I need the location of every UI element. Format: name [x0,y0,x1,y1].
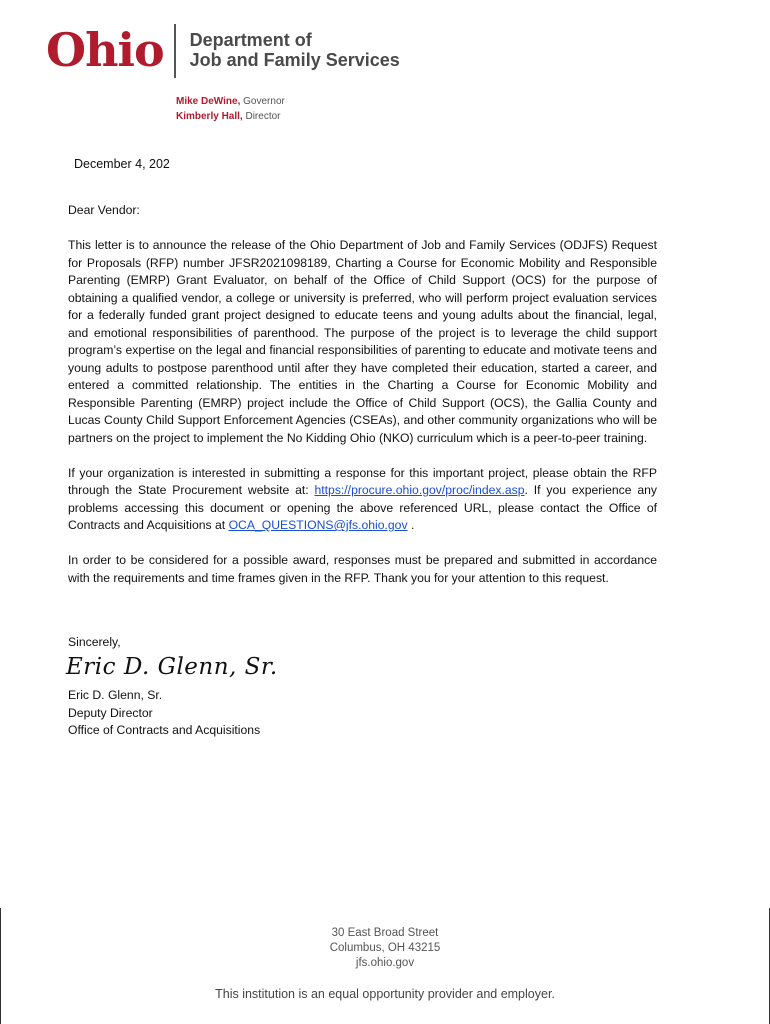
director-name: Kimberly Hall, [176,111,243,122]
department-line-2: Job and Family Services [189,50,400,70]
footer-street: 30 East Broad Street [331,927,439,939]
letter-body [68,202,657,605]
handwritten-signature: Eric D. Glenn, Sr. [66,654,278,680]
paragraph-requirements: In order to be considered for a possible award, responses must be prepared and submitted in accordance with the requirements and time frames given in the RFP. Thank you for your attention to this request. [68,553,657,585]
ohio-logo-wordmark: Ohio [46,23,164,77]
footer-city: Columbus, OH 43215 [329,942,441,954]
logo-divider [174,24,176,78]
signer-title: Deputy Director [68,705,153,720]
department-line-1: Department of [189,30,312,50]
signer-block [68,687,260,740]
letter-date: December 4, 202 [74,157,170,171]
department-name [190,30,400,70]
director-title: Director [242,111,281,122]
letter-footer [0,926,770,1002]
equal-opportunity-statement: This institution is an equal opportunity provider and employer. [215,987,555,1001]
director-line [176,109,285,124]
paragraph-instructions-middle: . If you experience any problems accessing this document or opening the above referenced URL, please contact the Office of Contracts and Acquisitions at [68,483,657,532]
officials-block [176,94,285,124]
paragraph-instructions-end: . [407,518,415,532]
odjfs-logo [46,23,400,80]
footer-website: jfs.ohio.gov [355,957,415,969]
signer-office: Office of Contracts and Acquisitions [68,723,261,737]
salutation: Dear Vendor: [68,203,140,217]
paragraph-instructions-start: If your organization is interested in submitting a response for this important project, please obtain the RFP through the State Procurement website at: [68,465,657,497]
closing: Sincerely, [68,635,121,649]
signer-name: Eric D. Glenn, Sr. [68,688,163,702]
procurement-link[interactable]: https://procure.ohio.gov/proc/index.asp [314,483,525,497]
governor-title: Governor [240,96,285,107]
email-link[interactable]: OCA_QUESTIONS@jfs.ohio.gov [228,518,408,532]
paragraph-instructions [68,465,657,535]
governor-name: Mike DeWine, [176,96,241,107]
governor-line [176,94,285,109]
paragraph-announcement: This letter is to announce the release of the Ohio Department of Job and Family Services (ODJFS) Request for Proposals (RFP) number JFSR2021098189, Charting a Course for Economic Mobility and Responsible Parenting (EMRP) Grant Evaluator, on behalf of the Office of Child Support (OCS) for the purpose of obtaining a qualified vendor, a college or university is preferred, who will perform project evaluation services for a federally funded grant project designed to educate teens and young adults about the financial, legal, and emotional responsibilities of parenthood. The purpose of the project is to leverage the child support program’s expertise on the legal and financial responsibilities of parenting to educate and motivate teens and young adults to postpose parenthood until after they have completed their education, started a career, and entered a committed relationship. The entities in the Charting a Course for Economic Mobility and Responsible Parenting (EMRP) project include the Office of Child Support (OCS), the Gallia County and Lucas County Child Support Enforcement Agencies (CSEAs), and other community organizations who will be partners on the project to implement the No Kidding Ohio (NKO) curriculum which is a peer-to-peer training. [68,238,657,445]
